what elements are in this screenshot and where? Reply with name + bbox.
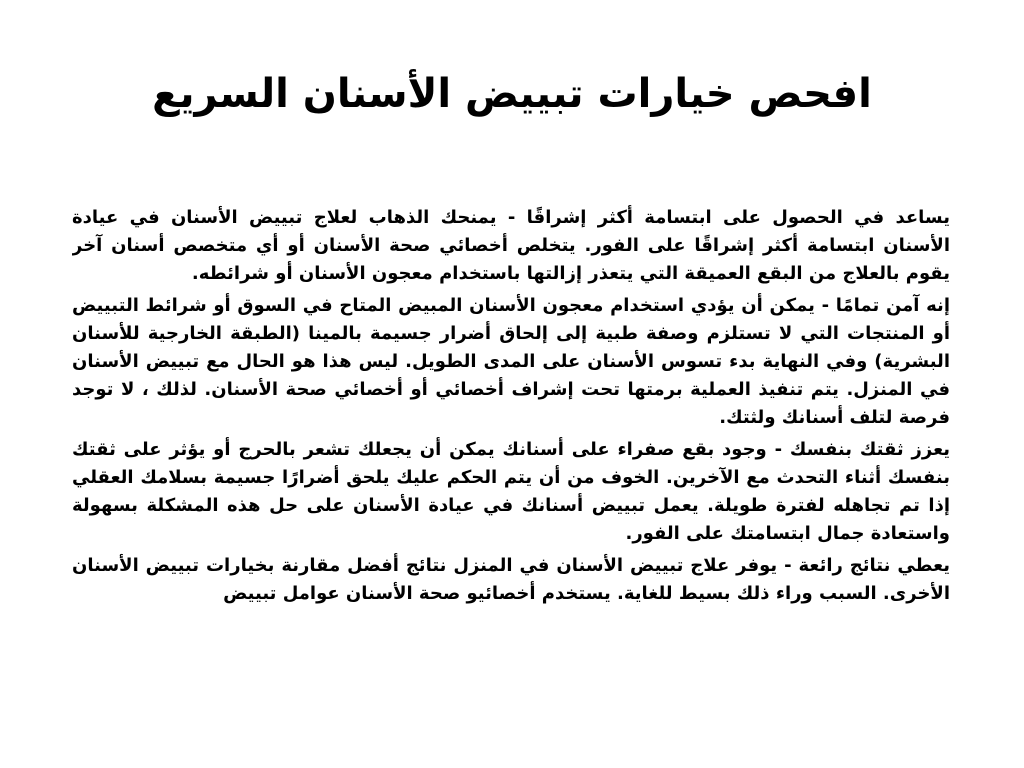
paragraph-great-results: يعطي نتائج رائعة - يوفر علاج تبييض الأسنان في المنزل نتائج أفضل مقارنة بخيارات تبييض الأسنان الأخرى. السبب وراء ذلك بسيط للغاية. يستخدم أخصائيو صحة الأسنان عوامل تبييض [72,555,950,604]
paragraph-completely-safe: إنه آمن تمامًا - يمكن أن يؤدي استخدام معجون الأسنان المبيض المتاح في السوق أو شرائط التبييض أو المنتجات التي لا تستلزم وصفة طبية إلى إلحاق أضرار جسيمة بالمينا (الطبقة الخارجية للأسنان البشرية) وفي النهاية بدء تسوس الأسنان على المدى الطويل. ليس هذا هو الحال مع تبييض الأسنان في المنزل. يتم تنفيذ العملية برمتها تحت إشراف أخصائي أو أخصائي صحة الأسنان. لذلك ، لا توجد فرصة لتلف أسنانك ولثتك. [72,295,950,428]
slide-body [72,204,950,728]
paragraph-boosts-confidence: يعزز ثقتك بنفسك - وجود بقع صفراء على أسنانك يمكن أن يجعلك تشعر بالحرج أو يؤثر على ثقتك بنفسك أثناء التحدث مع الآخرين. الخوف من أن يتم الحكم عليك يلحق أضرارًا جسيمة بسلامك العقلي إذا تم تجاهله لفترة طويلة. يعمل تبييض أسنانك في عيادة الأسنان على حل هذه المشكلة بسهولة واستعادة جمال ابتسامتك على الفور. [72,439,950,544]
paragraph-brighter-smile: يساعد في الحصول على ابتسامة أكثر إشراقًا - يمنحك الذهاب لعلاج تبييض الأسنان في عيادة الأسنان ابتسامة أكثر إشراقًا على الفور. يتخلص أخصائي صحة الأسنان أو أي متخصص أسنان آخر يقوم بالعلاج من البقع العميقة التي يتعذر إزالتها باستخدام معجون الأسنان أو شرائطه. [72,207,950,284]
slide-title: افحص خيارات تبييض الأسنان السريع [152,71,872,117]
